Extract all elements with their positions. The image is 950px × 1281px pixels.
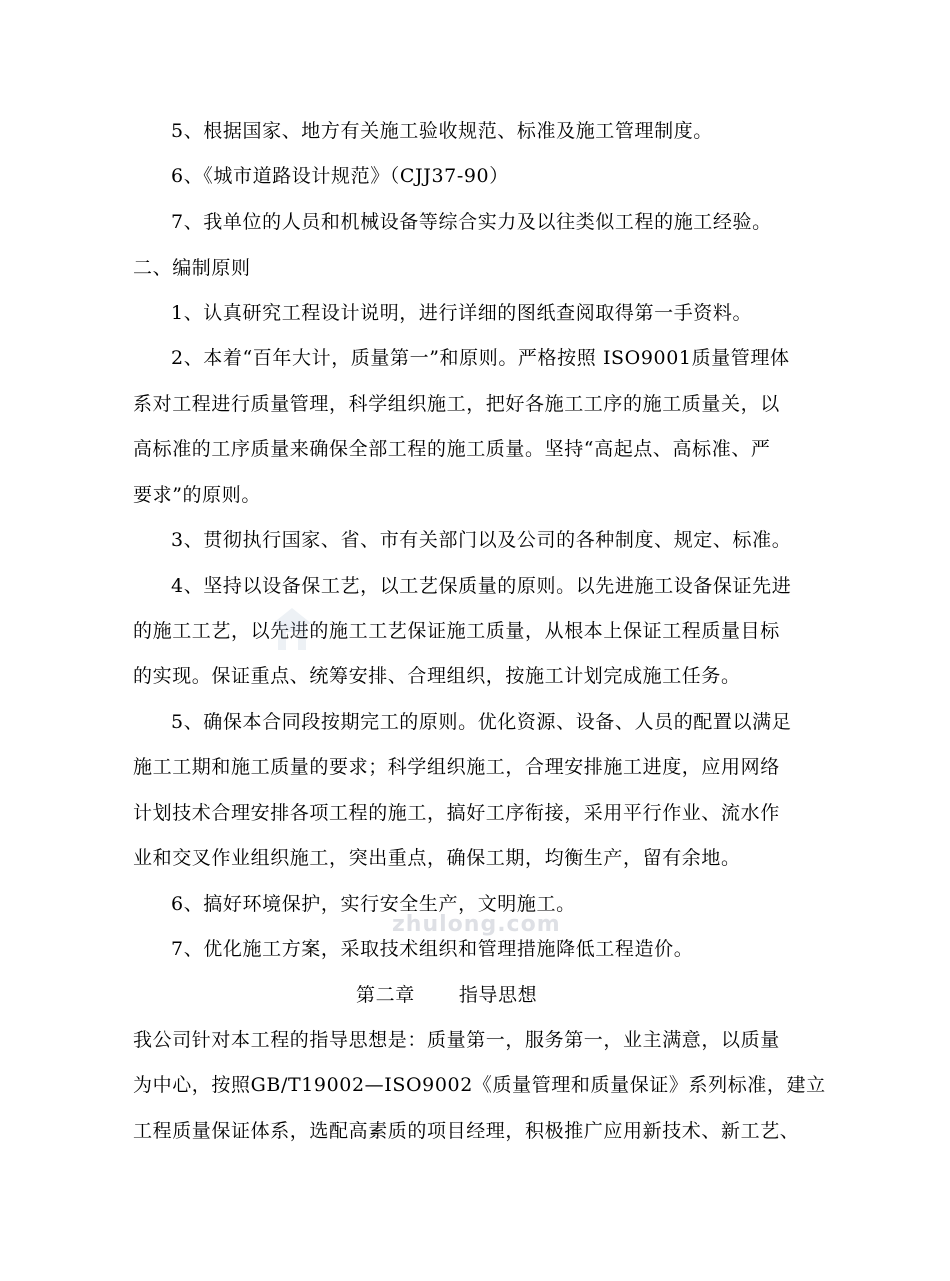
principle-item-3: 3、贯彻执行国家、省、市有关部门以及公司的各种制度、规定、标准。: [171, 529, 792, 551]
watermark-text: zhulong.com: [392, 912, 561, 937]
principle-item-2-line-4: 要求”的原则。: [133, 484, 261, 506]
guidance-line-1: 我公司针对本工程的指导思想是：质量第一，服务第一，业主满意，以质量: [133, 1029, 780, 1051]
principle-item-5-line-1: 5、确保本合同段按期完工的原则。优化资源、设备、人员的配置以满足: [171, 711, 792, 733]
principle-item-7: 7、优化施工方案，采取技术组织和管理措施降低工程造价。: [171, 938, 694, 960]
basis-item-5: 5、根据国家、地方有关施工验收规范、标准及施工管理制度。: [171, 120, 713, 142]
principle-item-4-line-3: 的实现。保证重点、统筹安排、合理组织，按施工计划完成施工任务。: [133, 665, 741, 687]
basis-item-6: 6、《城市道路设计规范》（CJJ37-90）: [171, 165, 509, 187]
principle-item-5-line-2: 施工工期和施工质量的要求；科学组织施工，合理安排施工进度，应用网络: [133, 756, 780, 778]
watermark-logo-icon: [268, 606, 316, 652]
principle-item-2-line-3: 高标准的工序质量来确保全部工程的施工质量。坚持“高起点、高标准、严: [133, 438, 771, 460]
principle-item-4-line-2: 的施工工艺，以先进的施工工艺保证施工质量，从根本上保证工程质量目标: [133, 620, 780, 642]
section-heading-principles: 二、编制原则: [133, 257, 251, 279]
guidance-line-3: 工程质量保证体系，选配高素质的项目经理，积极推广应用新技术、新工艺、: [133, 1120, 800, 1142]
chapter-heading: [356, 983, 537, 1007]
principle-item-2-line-2: 系对工程进行质量管理，科学组织施工，把好各施工工序的施工质量关，以: [133, 393, 780, 415]
principle-item-1: 1、认真研究工程设计说明，进行详细的图纸查阅取得第一手资料。: [171, 302, 753, 324]
principle-item-5-line-3: 计划技术合理安排各项工程的施工，搞好工序衔接，采用平行作业、流水作: [133, 802, 780, 824]
guidance-line-2: 为中心，按照GB/T19002—ISO9002《质量管理和质量保证》系列标准，建立: [133, 1074, 826, 1096]
principle-item-2-line-1: 2、本着“百年大计，质量第一”和原则。严格按照 ISO9001质量管理体: [171, 347, 790, 369]
principle-item-4-line-1: 4、坚持以设备保工艺，以工艺保质量的原则。以先进施工设备保证先进: [171, 575, 792, 597]
chapter-title: 指导思想: [458, 984, 538, 1006]
principle-item-6: 6、搞好环境保护，实行安全生产，文明施工。: [171, 893, 576, 915]
chapter-number: 第二章: [356, 984, 415, 1006]
principle-item-5-line-4: 业和交叉作业组织施工，突出重点，确保工期，均衡生产，留有余地。: [133, 847, 741, 869]
basis-item-7: 7、我单位的人员和机械设备等综合实力及以往类似工程的施工经验。: [171, 211, 772, 233]
